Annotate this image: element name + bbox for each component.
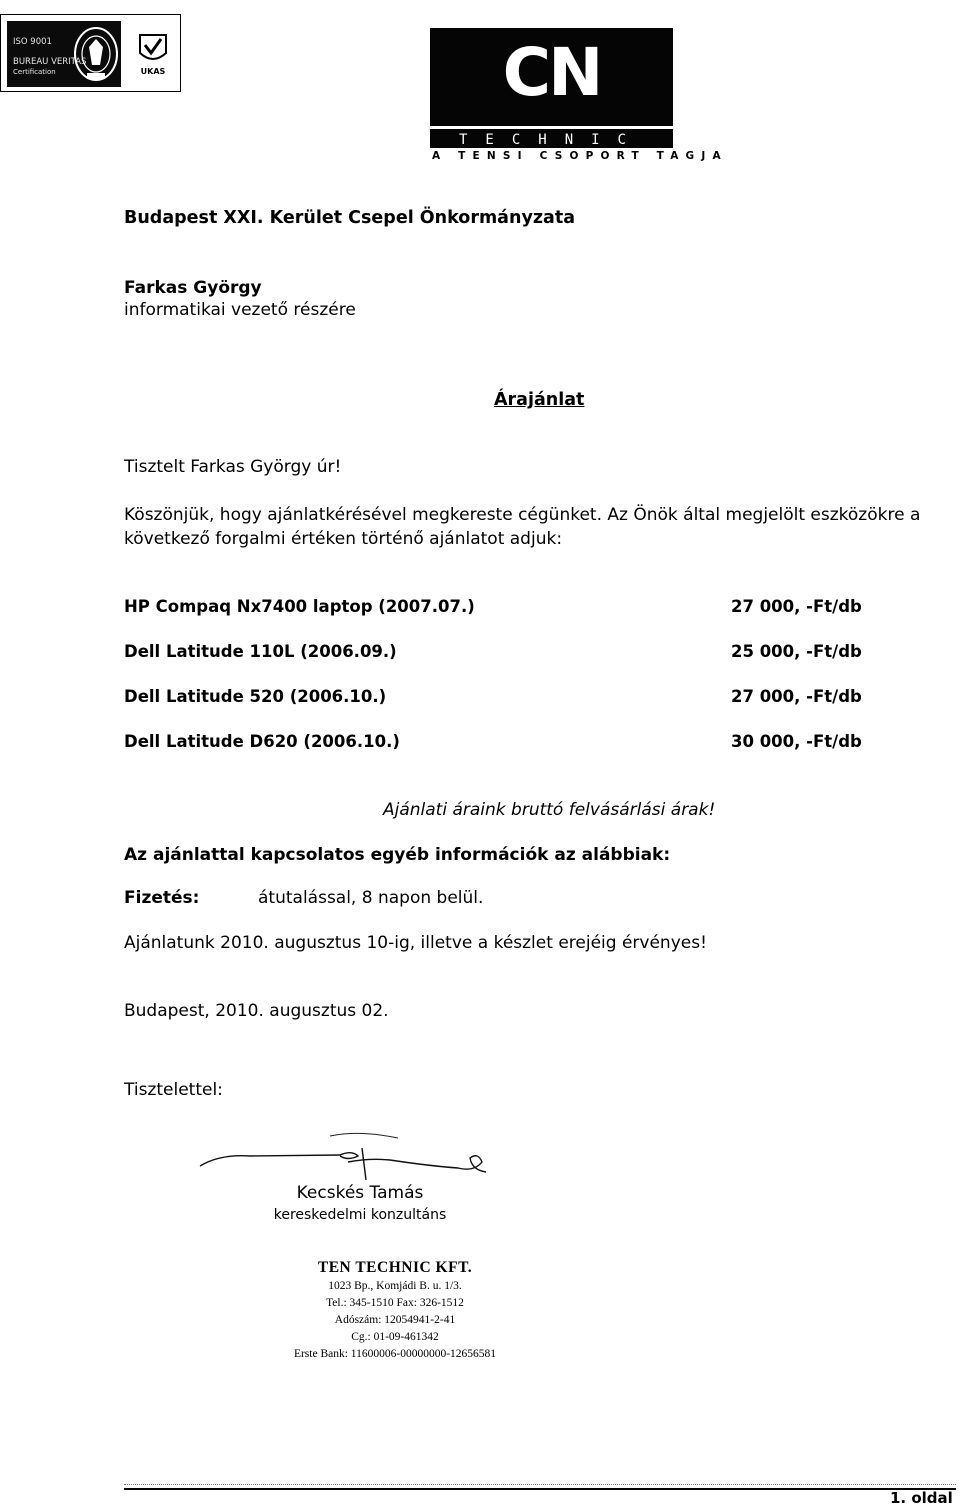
stamp-tax-number: Adószám: 12054941-2-41 <box>334 1314 456 1326</box>
intro-line-1: Köszönjük, hogy ajánlatkérésével megkereste cégünket. Az Önök által megjelölt eszközökre a <box>124 505 921 525</box>
validity-statement: Ajánlatunk 2010. augusztus 10-ig, illetve a készlet erejéig érvényes! <box>124 933 707 953</box>
company-tagline: A TENSI CSOPORT TAGJA <box>432 150 728 162</box>
company-logo-letters: CN <box>502 34 601 111</box>
item-name: Dell Latitude 520 (2006.10.) <box>124 687 387 706</box>
intro-line-2: következő forgalmi értéken történő ajánlatot adjuk: <box>124 529 563 549</box>
item-price: 30 000, -Ft/db <box>731 732 862 751</box>
ukas-label: UKAS <box>140 67 166 76</box>
payment-value: átutalással, 8 napon belül. <box>258 888 484 908</box>
item-name: HP Compaq Nx7400 laptop (2007.07.) <box>124 597 475 616</box>
handwritten-signature <box>190 1128 520 1188</box>
signer-role: kereskedelmi konzultáns <box>273 1207 447 1223</box>
recipient-name: Farkas György <box>124 278 262 298</box>
bureau-veritas-seal-icon <box>73 25 119 83</box>
footer-dotted-rule <box>124 1484 956 1486</box>
payment-label: Fizetés: <box>124 888 200 908</box>
item-name: Dell Latitude 110L (2006.09.) <box>124 642 397 661</box>
ukas-check-icon <box>138 33 168 65</box>
stamp-bank-account: Erste Bank: 11600006-00000000-12656581 <box>293 1348 497 1360</box>
place-date: Budapest, 2010. augusztus 02. <box>124 1001 389 1021</box>
item-name: Dell Latitude D620 (2006.10.) <box>124 732 400 751</box>
salutation: Tisztelt Farkas György úr! <box>124 457 342 477</box>
certification-logo <box>0 14 181 92</box>
footer-rule <box>124 1488 956 1490</box>
company-stamp <box>240 1258 550 1363</box>
stamp-address: 1023 Bp., Komjádi B. u. 1/3. <box>328 1280 462 1292</box>
cert-line-bv: BUREAU VERITAS <box>13 57 87 67</box>
cert-line-cert: Certification <box>13 68 56 76</box>
signer-name: Kecskés Tamás <box>296 1183 424 1203</box>
stamp-registration: Cg.: 01-09-461342 <box>351 1331 439 1343</box>
stamp-company-name: TEN TECHNIC KFT. <box>317 1259 473 1276</box>
company-logo <box>430 28 673 148</box>
closing: Tisztelettel: <box>124 1080 223 1100</box>
page-number: 1. oldal <box>890 1489 953 1507</box>
stamp-phone-fax: Tel.: 345-1510 Fax: 326-1512 <box>326 1297 464 1309</box>
certification-logo-panel <box>7 21 121 87</box>
info-heading: Az ajánlattal kapcsolatos egyéb információk az alábbiak: <box>124 845 671 865</box>
company-logo-word: TECHNIC <box>458 132 644 148</box>
recipient-role: informatikai vezető részére <box>124 300 356 320</box>
item-price: 25 000, -Ft/db <box>731 642 862 661</box>
item-price: 27 000, -Ft/db <box>731 597 862 616</box>
price-note: Ajánlati áraink bruttó felvásárlási árak! <box>383 800 716 820</box>
company-logo-rule <box>430 126 673 129</box>
recipient-organization: Budapest XXI. Kerület Csepel Önkormányzata <box>124 208 576 228</box>
cert-line-iso: ISO 9001 <box>13 37 52 47</box>
document-title: Árajánlat <box>494 390 585 410</box>
item-price: 27 000, -Ft/db <box>731 687 862 706</box>
ukas-mark <box>129 33 177 89</box>
